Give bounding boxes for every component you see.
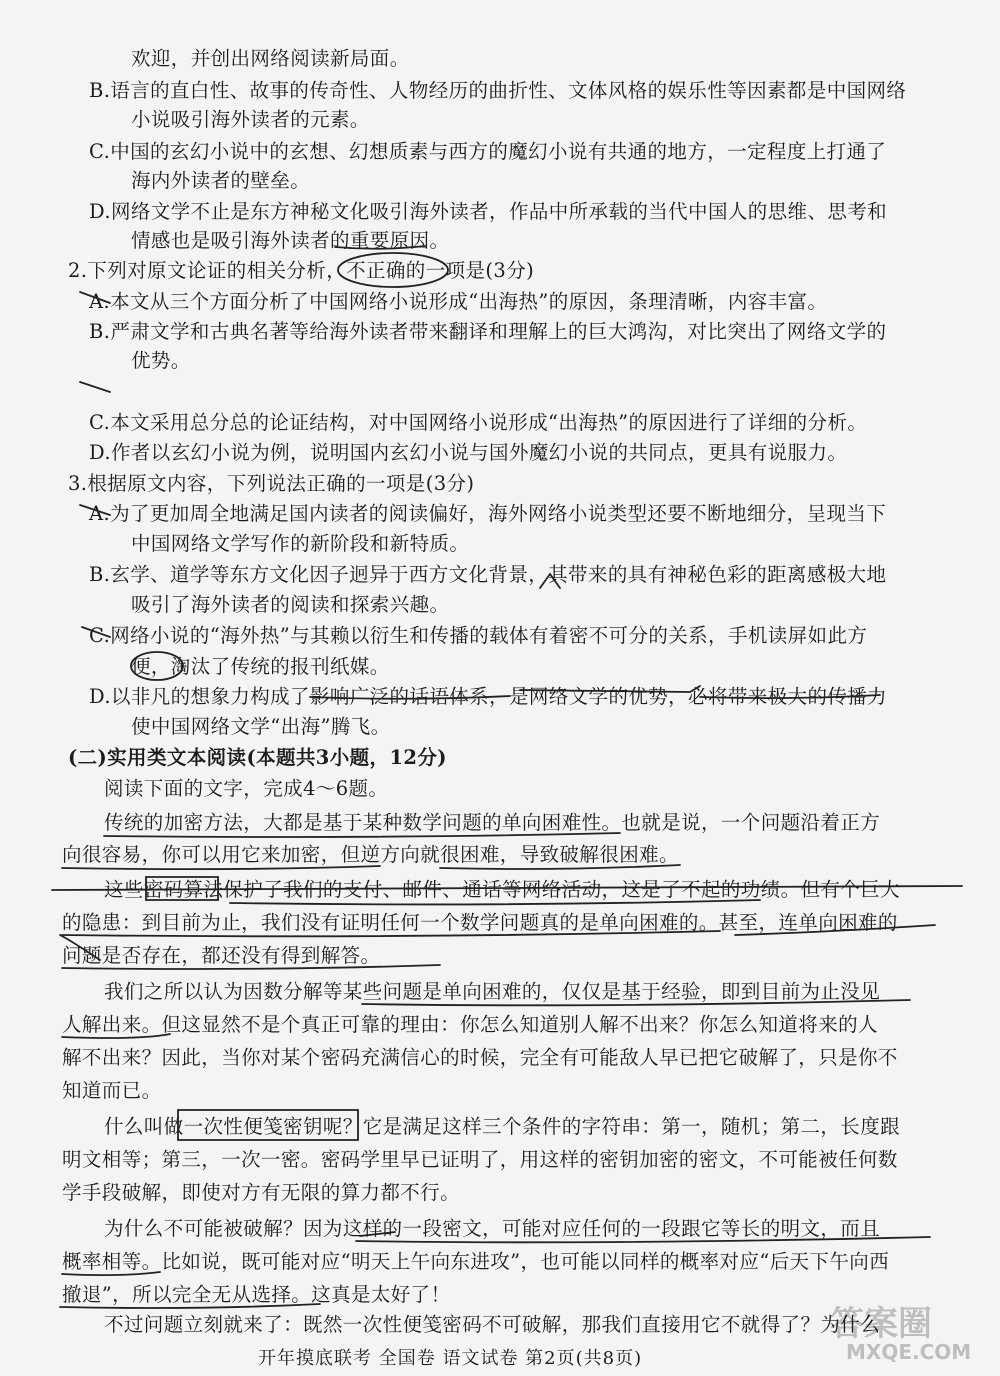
q2-option-d: D.作者以玄幻小说为例，说明国内玄幻小说与国外魔幻小说的共同点，更具有说服力。	[89, 441, 848, 464]
q3-option-c-line1: C.网络小说的“海外热”与其赖以衍生和传播的载体有着密不可分的关系，手机读屏如此方	[89, 624, 868, 647]
strike-mark	[80, 382, 110, 392]
passage-line: 解不出来？因此，当你对某个密码充满信心的时候，完全有可能敌人早已把它破解了，只是你不	[62, 1046, 898, 1069]
q2-stem: 2.下列对原文论证的相关分析，不正确的一项是(3分)	[68, 259, 535, 282]
page-footer: 开年摸底联考 全国卷 语文试卷 第2页(共8页)	[258, 1348, 643, 1369]
passage-line: 问题是否存在，都还没有得到解答。	[62, 944, 381, 967]
passage-line: 向很容易，你可以用它来加密，但逆方向就很困难，导致破解很困难。	[62, 843, 679, 866]
q1-option-c-line1: C.中国的玄幻小说中的玄想、幻想质素与西方的魔幻小说有共通的地方，一定程度上打通了	[89, 140, 887, 163]
watermark-url: MXQE.COM	[846, 1340, 972, 1364]
q3-option-a-line2: 中国网络文学写作的新阶段和新特质。	[131, 532, 470, 555]
q3-option-c-line2: 便，淘汰了传统的报刊纸媒。	[131, 655, 390, 678]
q1-option-b-line2: 小说吸引海外读者的元素。	[131, 108, 370, 131]
watermark-logo: 答案圈	[830, 1304, 932, 1344]
q1-option-d-line1: D.网络文学不止是东方神秘文化吸引海外读者，作品中所承载的当代中国人的思维、思考和	[89, 200, 888, 223]
passage-line: 我们之所以认为因数分解等某些问题是单向困难的，仅仅是基于经验，即到目前为止没见	[104, 980, 881, 1003]
q2-option-b-line2: 优势。	[131, 349, 191, 372]
q1-option-a-tail: 欢迎，并创出网络阅读新局面。	[131, 47, 410, 70]
q1-option-d-line2: 情感也是吸引海外读者的重要原因。	[131, 229, 450, 252]
q3-option-d-line1: D.以非凡的想象力构成了影响广泛的话语体系，是网络文学的优势，必将带来极大的传播力	[89, 685, 888, 708]
q1-option-b-line1: B.语言的直白性、故事的传奇性、人物经历的曲折性、文体风格的娱乐性等因素都是中国网络	[89, 79, 907, 102]
passage-line: 概率相等。比如说，既可能对应“明天上午向东进攻”，也可能以同样的概率对应“后天下午向西	[62, 1250, 890, 1273]
passage-line: 学手段破解，即使对方有无限的算力都不行。	[62, 1181, 461, 1204]
passage-line: 什么叫做一次性便笺密钥呢？它是满足这样三个条件的字符串：第一，随机；第二，长度跟	[104, 1115, 901, 1138]
q3-stem: 3.根据原文内容，下列说法正确的一项是(3分)	[68, 472, 475, 495]
passage-line: 为什么不可能被破解？因为这样的一段密文，可能对应任何的一段跟它等长的明文，而且	[104, 1217, 881, 1240]
q2-option-c: C.本文采用总分总的论证结构，对中国网络小说形成“出海热”的原因进行了详细的分析。	[89, 411, 868, 434]
reading-instruction: 阅读下面的文字，完成4～6题。	[104, 777, 389, 800]
passage-line: 知道而已。	[62, 1079, 162, 1102]
section-heading: (二)实用类文本阅读(本题共3小题，12分)	[68, 746, 447, 769]
q3-option-b-line1: B.玄学、道学等东方文化因子迥异于西方文化背景，其带来的具有神秘色彩的距离感极大地	[89, 563, 887, 586]
passage-line: 撤退”，所以完全无从选择。这真是太好了！	[62, 1283, 451, 1306]
passage-line: 的隐患：到目前为止，我们没有证明任何一个数学问题真的是单向困难的。甚至，连单向困难的	[62, 911, 898, 934]
passage-line: 传统的加密方法，大都是基于某种数学问题的单向困难性。也就是说，一个问题沿着正方	[104, 811, 881, 834]
q3-option-a-line1: A.为了更加周全地满足国内读者的阅读偏好，海外网络小说类型还要不断地细分，呈现当下	[89, 502, 887, 525]
q3-option-b-line2: 吸引了海外读者的阅读和探索兴趣。	[131, 593, 450, 616]
passage-line: 人解出来。但这显然不是个真正可靠的理由：你怎么知道别人解不出来？你怎么知道将来的人	[62, 1013, 878, 1036]
q1-option-c-line2: 海内外读者的壁垒。	[131, 169, 311, 192]
q2-option-a: A.本文从三个方面分析了中国网络小说形成“出海热”的原因，条理清晰，内容丰富。	[89, 290, 828, 313]
passage-line: 不过问题立刻就来了：既然一次性便笺密码不可破解，那我们直接用它不就得了？为什么	[104, 1313, 881, 1336]
passage-line: 这些密码算法保护了我们的支付、邮件、通话等网络活动，这是了不起的功绩。但有个巨大	[104, 878, 901, 901]
q3-option-d-line2: 使中国网络文学“出海”腾飞。	[131, 715, 391, 738]
passage-line: 明文相等；第三，一次一密。密码学里早已证明了，用这样的密钥加密的密文，不可能被任何数	[62, 1148, 898, 1171]
q2-option-b-line1: B.严肃文学和古典名著等给海外读者带来翻译和理解上的巨大鸿沟，对比突出了网络文学的	[89, 320, 887, 343]
